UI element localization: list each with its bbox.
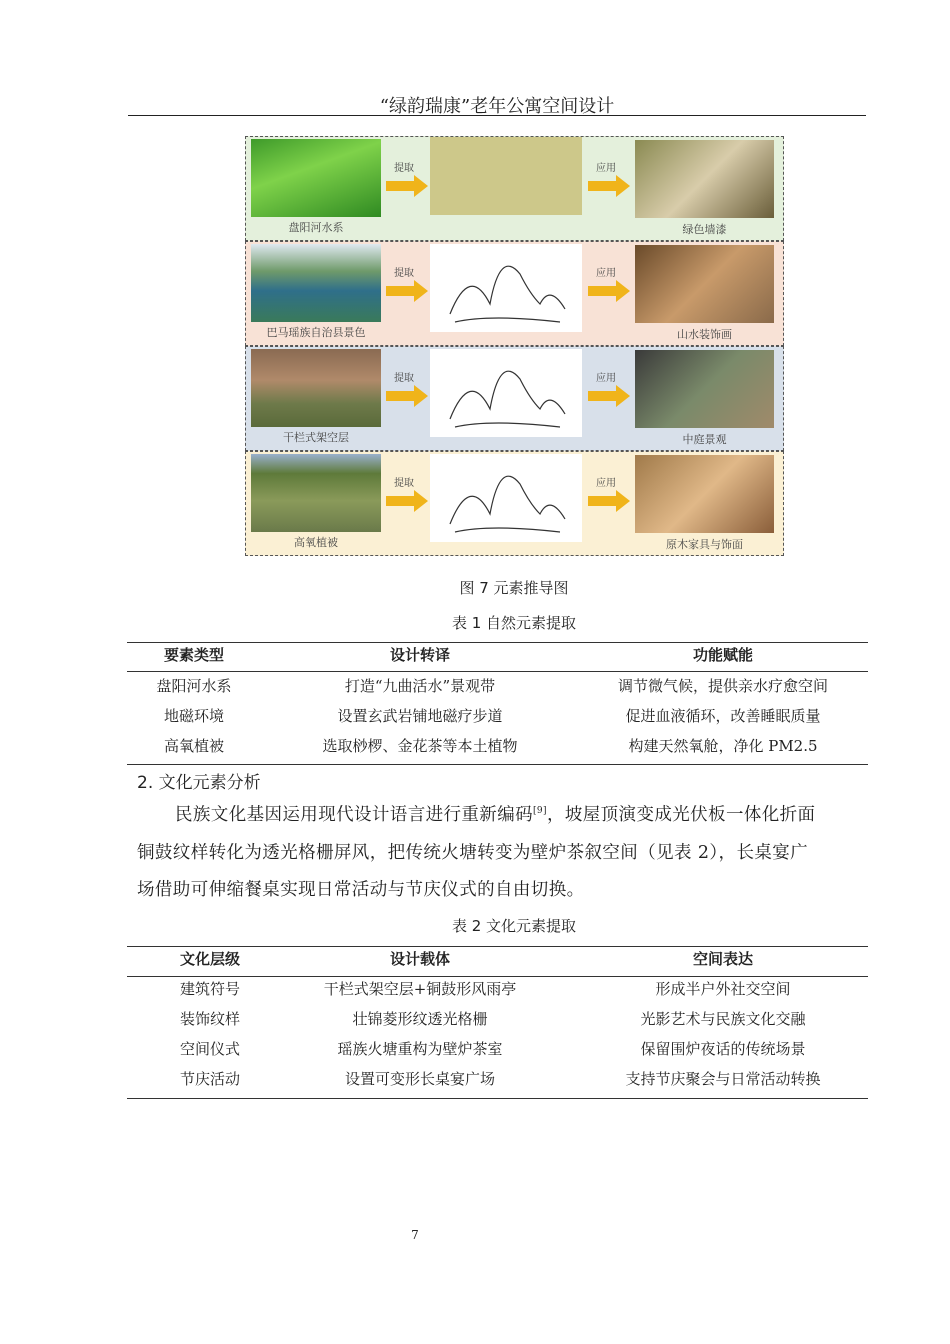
table-cell: 打造“九曲活水”景观带 [344,677,496,695]
paragraph-line-1 [175,801,815,826]
table1-header-rule [127,671,868,672]
source-label: 盘阳河水系 [288,221,344,234]
arrow-right-icon [386,280,428,302]
arrow-right-icon [588,175,630,197]
arrow-right-icon [588,280,630,302]
extract-label: 提取 [394,268,414,279]
apply-label: 应用 [596,163,616,174]
table2-header-rule [127,976,868,977]
table1-title: 表 1 自然元素提取 [451,614,577,632]
arrow-right-icon [386,490,428,512]
stilt-house-sketch [430,349,582,437]
interior-render [635,245,774,323]
paragraph-line-2: 铜鼓纹样转化为透光格栅屏风，把传统火塘转变为壁炉茶叙空间（见表 2），长桌宴广 [137,843,809,863]
table-cell: 构建天然氧舱，净化 PM2.5 [628,737,818,755]
extract-label: 提取 [394,163,414,174]
page-number: 7 [411,1228,419,1242]
landscape-sketch [430,244,582,332]
paragraph-line-3: 场借助可伸缩餐桌实现日常活动与节庆仪式的自由切换。 [137,880,585,900]
source-label: 巴马瑶族自治县景色 [266,326,366,339]
element-derivation-figure [245,136,784,554]
source-photo [251,244,381,322]
extract-label: 提取 [394,478,414,489]
table1-bottom-rule [127,764,868,765]
source-photo [251,349,381,427]
section-heading: 2. 文化元素分析 [137,773,261,793]
extract-label: 提取 [394,373,414,384]
text: ，坡屋顶演变成光伏板一体化折面 [546,805,816,825]
table-cell: 保留围炉夜话的传统场景 [640,1040,806,1058]
result-label: 绿色墙漆 [682,223,727,236]
table-cell: 支持节庆聚会与日常活动转换 [625,1070,821,1088]
figure-row [245,241,784,346]
result-label: 山水装饰画 [677,328,732,341]
column-header: 要素类型 [163,646,224,664]
table1-top-rule [127,642,868,643]
source-photo [251,454,381,532]
table-cell: 空间仪式 [179,1040,240,1058]
table-cell: 形成半户外社交空间 [655,980,791,998]
column-header: 空间表达 [692,950,753,968]
arrow-right-icon [386,385,428,407]
citation: [9] [533,806,547,817]
arrow-right-icon [386,175,428,197]
running-header: “绿韵瑞康”老年公寓空间设计 [379,96,615,117]
header-rule [128,115,866,116]
table-cell: 选取桫椤、金花茶等本土植物 [322,737,518,755]
table-cell: 瑶族火塘重构为壁炉茶室 [337,1040,503,1058]
table-cell: 促进血液循环，改善睡眠质量 [625,707,821,725]
apply-label: 应用 [596,373,616,384]
table-cell: 干栏式架空层+铜鼓形风雨亭 [323,980,517,998]
table-cell: 壮锦菱形纹透光格栅 [352,1010,488,1028]
column-header: 设计转译 [389,646,450,664]
table2-bottom-rule [127,1098,868,1099]
result-label: 原木家具与饰面 [666,538,743,551]
source-photo [251,139,381,217]
source-label: 干栏式架空层 [283,431,349,444]
figure-row [245,451,784,556]
table-cell: 高氧植被 [163,737,224,755]
table-cell: 盘阳河水系 [156,677,232,695]
arrow-right-icon [588,490,630,512]
table-cell: 装饰纹样 [179,1010,240,1028]
table-cell: 调节微气候，提供亲水疗愈空间 [617,677,828,695]
table2-top-rule [127,946,868,947]
table-cell: 设置可变形长桌宴广场 [344,1070,495,1088]
table2-title: 表 2 文化元素提取 [451,917,577,935]
table-cell: 节庆活动 [179,1070,240,1088]
column-header: 文化层级 [179,950,240,968]
table-cell: 建筑符号 [179,980,240,998]
figure-row [245,136,784,241]
interior-render [635,455,774,533]
color-swatch [430,137,582,215]
interior-render [635,350,774,428]
table-cell: 地磁环境 [163,707,224,725]
figure-caption: 图 7 元素推导图 [459,579,569,597]
column-header: 功能赋能 [692,646,753,664]
source-label: 高氧植被 [294,536,338,549]
apply-label: 应用 [596,268,616,279]
table-cell: 设置玄武岩铺地磁疗步道 [337,707,503,725]
table-cell: 光影艺术与民族文化交融 [640,1010,806,1028]
arrow-right-icon [588,385,630,407]
interior-render [635,140,774,218]
logs-sketch [430,454,582,542]
apply-label: 应用 [596,478,616,489]
column-header: 设计载体 [389,950,450,968]
text: 民族文化基因运用现代设计语言进行重新编码 [175,805,533,825]
figure-row [245,346,784,451]
result-label: 中庭景观 [682,433,727,446]
